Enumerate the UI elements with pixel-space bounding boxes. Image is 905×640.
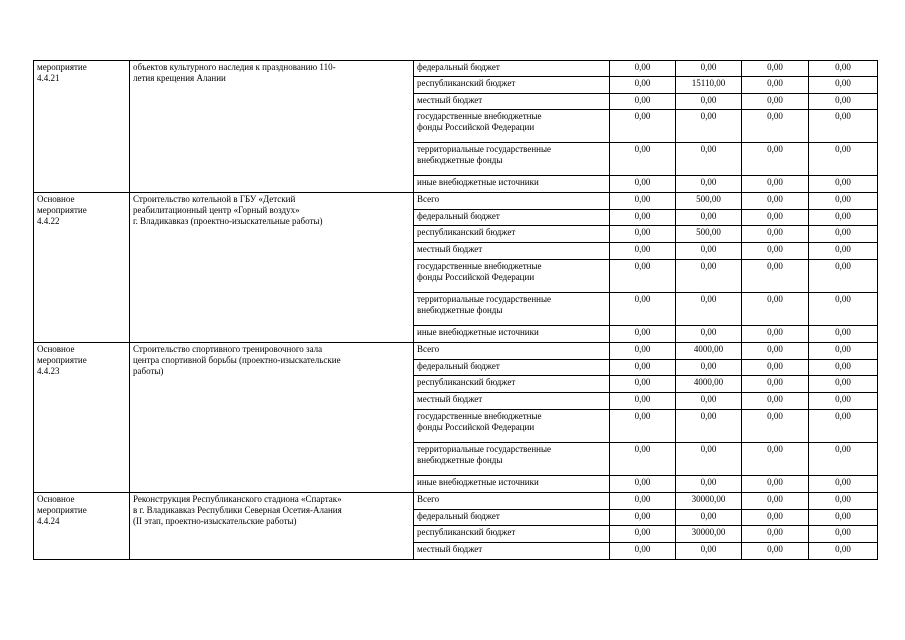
measure-code-line: мероприятие bbox=[37, 505, 87, 515]
amount-cell: 0,00 bbox=[676, 243, 742, 260]
funding-source-line: иные внебюджетные источники bbox=[417, 327, 539, 337]
amount-cell: 0,00 bbox=[809, 376, 878, 393]
measure-code-cell bbox=[34, 61, 130, 193]
funding-source-line: местный бюджет bbox=[417, 95, 483, 105]
amount-cell: 0,00 bbox=[676, 443, 742, 476]
amount-cell: 0,00 bbox=[809, 343, 878, 360]
amount-cell: 0,00 bbox=[610, 243, 676, 260]
measure-code-line: мероприятие bbox=[37, 355, 87, 365]
amount-cell: 0,00 bbox=[809, 143, 878, 176]
funding-source-cell bbox=[414, 360, 610, 376]
amount-cell: 0,00 bbox=[610, 293, 676, 326]
measure-name-line: г. Владикавказ (проектно-изыскательные работы) bbox=[133, 216, 323, 226]
funding-source-cell bbox=[414, 476, 610, 493]
amount-cell: 15110,00 bbox=[676, 77, 742, 94]
amount-cell: 0,00 bbox=[676, 210, 742, 226]
measure-code-line: 4.4.23 bbox=[37, 366, 60, 376]
amount-cell: 0,00 bbox=[610, 176, 676, 193]
amount-cell: 0,00 bbox=[610, 393, 676, 410]
measure-code-cell bbox=[34, 193, 130, 343]
amount-cell: 0,00 bbox=[676, 176, 742, 193]
amount-cell: 0,00 bbox=[610, 476, 676, 493]
amount-cell: 0,00 bbox=[809, 260, 878, 293]
funding-source-line: внебюджетные фонды bbox=[417, 455, 503, 465]
amount-cell: 0,00 bbox=[610, 510, 676, 526]
measure-code-line: 4.4.22 bbox=[37, 216, 60, 226]
amount-cell: 0,00 bbox=[610, 61, 676, 77]
amount-cell: 0,00 bbox=[809, 293, 878, 326]
amount-cell: 0,00 bbox=[809, 226, 878, 243]
amount-cell: 500,00 bbox=[676, 193, 742, 210]
amount-cell: 0,00 bbox=[742, 210, 809, 226]
amount-cell: 0,00 bbox=[610, 210, 676, 226]
amount-cell: 0,00 bbox=[610, 410, 676, 443]
amount-cell: 0,00 bbox=[742, 326, 809, 343]
measure-name-cell bbox=[130, 493, 414, 560]
funding-source-cell bbox=[414, 61, 610, 77]
measure-name-line: (II этап, проектно-изыскательские работы) bbox=[133, 516, 297, 526]
amount-cell: 0,00 bbox=[809, 476, 878, 493]
amount-cell: 0,00 bbox=[809, 210, 878, 226]
funding-source-line: иные внебюджетные источники bbox=[417, 477, 539, 487]
amount-cell: 0,00 bbox=[742, 176, 809, 193]
funding-source-line: государственные внебюджетные bbox=[417, 261, 542, 271]
amount-cell: 0,00 bbox=[742, 226, 809, 243]
amount-cell: 0,00 bbox=[809, 510, 878, 526]
measure-name-line: Строительство спортивного тренировочного зала bbox=[133, 344, 323, 354]
measure-code-line: 4.4.24 bbox=[37, 516, 60, 526]
table-row bbox=[34, 493, 878, 510]
funding-source-line: Всего bbox=[417, 494, 440, 504]
amount-cell: 0,00 bbox=[809, 110, 878, 143]
amount-cell: 0,00 bbox=[742, 193, 809, 210]
amount-cell: 0,00 bbox=[809, 94, 878, 110]
amount-cell: 0,00 bbox=[610, 343, 676, 360]
amount-cell: 0,00 bbox=[809, 543, 878, 560]
funding-source-cell bbox=[414, 210, 610, 226]
funding-source-cell bbox=[414, 393, 610, 410]
amount-cell: 0,00 bbox=[809, 176, 878, 193]
measure-code-cell bbox=[34, 493, 130, 560]
funding-source-cell bbox=[414, 110, 610, 143]
amount-cell: 0,00 bbox=[676, 61, 742, 77]
amount-cell: 0,00 bbox=[676, 293, 742, 326]
amount-cell: 0,00 bbox=[610, 226, 676, 243]
amount-cell: 0,00 bbox=[809, 360, 878, 376]
amount-cell: 0,00 bbox=[742, 476, 809, 493]
measure-code-line: 4.4.21 bbox=[37, 73, 60, 83]
funding-source-line: федеральный бюджет bbox=[417, 62, 500, 72]
amount-cell: 0,00 bbox=[742, 77, 809, 94]
funding-source-line: федеральный бюджет bbox=[417, 361, 500, 371]
funding-source-cell bbox=[414, 77, 610, 94]
funding-source-cell bbox=[414, 543, 610, 560]
amount-cell: 0,00 bbox=[610, 526, 676, 543]
funding-source-cell bbox=[414, 526, 610, 543]
funding-source-line: внебюджетные фонды bbox=[417, 305, 503, 315]
amount-cell: 0,00 bbox=[809, 326, 878, 343]
amount-cell: 0,00 bbox=[742, 493, 809, 510]
funding-source-cell bbox=[414, 193, 610, 210]
amount-cell: 0,00 bbox=[809, 61, 878, 77]
funding-source-cell bbox=[414, 94, 610, 110]
amount-cell: 0,00 bbox=[809, 526, 878, 543]
amount-cell: 500,00 bbox=[676, 226, 742, 243]
amount-cell: 0,00 bbox=[742, 260, 809, 293]
amount-cell: 0,00 bbox=[742, 143, 809, 176]
funding-source-line: Всего bbox=[417, 194, 440, 204]
amount-cell: 0,00 bbox=[676, 326, 742, 343]
table-row bbox=[34, 343, 878, 360]
amount-cell: 4000,00 bbox=[676, 376, 742, 393]
measure-name-line: работы) bbox=[133, 366, 164, 376]
funding-source-line: фонды Российской Федерации bbox=[417, 422, 535, 432]
amount-cell: 0,00 bbox=[610, 376, 676, 393]
amount-cell: 0,00 bbox=[809, 77, 878, 94]
amount-cell: 0,00 bbox=[610, 326, 676, 343]
funding-source-line: местный бюджет bbox=[417, 394, 483, 404]
funding-source-line: республиканский бюджет bbox=[417, 227, 516, 237]
amount-cell: 0,00 bbox=[610, 543, 676, 560]
funding-source-line: местный бюджет bbox=[417, 244, 483, 254]
amount-cell: 0,00 bbox=[809, 193, 878, 210]
amount-cell: 0,00 bbox=[610, 360, 676, 376]
amount-cell: 30000,00 bbox=[676, 526, 742, 543]
funding-source-line: федеральный бюджет bbox=[417, 511, 500, 521]
amount-cell: 0,00 bbox=[610, 443, 676, 476]
funding-source-line: республиканский бюджет bbox=[417, 377, 516, 387]
amount-cell: 0,00 bbox=[742, 94, 809, 110]
budget-table bbox=[33, 60, 878, 560]
funding-source-cell bbox=[414, 376, 610, 393]
amount-cell: 0,00 bbox=[742, 293, 809, 326]
funding-source-line: территориальные государственные bbox=[417, 444, 552, 454]
measure-name-line: Реконструкция Республиканского стадиона «Спартак» bbox=[133, 494, 342, 504]
funding-source-cell bbox=[414, 410, 610, 443]
measure-code-line: мероприятие bbox=[37, 205, 87, 215]
funding-source-cell bbox=[414, 343, 610, 360]
measure-code-line: Основное bbox=[37, 194, 75, 204]
amount-cell: 0,00 bbox=[610, 493, 676, 510]
amount-cell: 0,00 bbox=[676, 393, 742, 410]
amount-cell: 0,00 bbox=[610, 143, 676, 176]
funding-source-line: внебюджетные фонды bbox=[417, 155, 503, 165]
funding-source-line: иные внебюджетные источники bbox=[417, 177, 539, 187]
measure-name-cell bbox=[130, 61, 414, 193]
amount-cell: 0,00 bbox=[809, 393, 878, 410]
table-row bbox=[34, 193, 878, 210]
funding-source-cell bbox=[414, 293, 610, 326]
measure-name-cell bbox=[130, 193, 414, 343]
funding-source-line: федеральный бюджет bbox=[417, 211, 500, 221]
amount-cell: 0,00 bbox=[742, 393, 809, 410]
amount-cell: 0,00 bbox=[809, 243, 878, 260]
funding-source-line: государственные внебюджетные bbox=[417, 411, 542, 421]
amount-cell: 0,00 bbox=[742, 526, 809, 543]
measure-code-line: Основное bbox=[37, 344, 75, 354]
amount-cell: 0,00 bbox=[676, 476, 742, 493]
amount-cell: 0,00 bbox=[809, 493, 878, 510]
funding-source-line: территориальные государственные bbox=[417, 294, 552, 304]
amount-cell: 0,00 bbox=[676, 260, 742, 293]
amount-cell: 0,00 bbox=[742, 61, 809, 77]
funding-source-line: республиканский бюджет bbox=[417, 78, 516, 88]
amount-cell: 0,00 bbox=[676, 543, 742, 560]
funding-source-line: государственные внебюджетные bbox=[417, 111, 542, 121]
amount-cell: 0,00 bbox=[742, 543, 809, 560]
measure-name-line: Строительство котельной в ГБУ «Детский bbox=[133, 194, 296, 204]
amount-cell: 0,00 bbox=[676, 410, 742, 443]
amount-cell: 0,00 bbox=[676, 510, 742, 526]
funding-source-line: фонды Российской Федерации bbox=[417, 122, 535, 132]
amount-cell: 0,00 bbox=[610, 260, 676, 293]
measure-name-line: в г. Владикавказ Республики Северная Осетия-Алания bbox=[133, 505, 342, 515]
measure-name-line: реабилитационный центр «Горный воздух» bbox=[133, 205, 300, 215]
measure-code-line: Основное bbox=[37, 494, 75, 504]
amount-cell: 0,00 bbox=[742, 243, 809, 260]
funding-source-line: Всего bbox=[417, 344, 440, 354]
measure-name-line: центра спортивной борьбы (проектно-изыскательские bbox=[133, 355, 341, 365]
funding-source-line: республиканский бюджет bbox=[417, 527, 516, 537]
funding-source-line: местный бюджет bbox=[417, 544, 483, 554]
amount-cell: 0,00 bbox=[676, 143, 742, 176]
funding-source-cell bbox=[414, 326, 610, 343]
amount-cell: 0,00 bbox=[610, 94, 676, 110]
funding-source-cell bbox=[414, 243, 610, 260]
funding-source-cell bbox=[414, 493, 610, 510]
amount-cell: 0,00 bbox=[676, 94, 742, 110]
measure-name-cell bbox=[130, 343, 414, 493]
amount-cell: 0,00 bbox=[742, 443, 809, 476]
amount-cell: 0,00 bbox=[809, 443, 878, 476]
amount-cell: 0,00 bbox=[610, 193, 676, 210]
amount-cell: 0,00 bbox=[809, 410, 878, 443]
funding-source-cell bbox=[414, 443, 610, 476]
amount-cell: 30000,00 bbox=[676, 493, 742, 510]
measure-name-line: летия крещения Алании bbox=[133, 73, 226, 83]
funding-source-cell bbox=[414, 260, 610, 293]
amount-cell: 0,00 bbox=[610, 77, 676, 94]
amount-cell: 0,00 bbox=[742, 510, 809, 526]
amount-cell: 0,00 bbox=[676, 360, 742, 376]
measure-code-cell bbox=[34, 343, 130, 493]
measure-name-line: объектов культурного наследия к празднованию 110- bbox=[133, 62, 336, 72]
table-row bbox=[34, 61, 878, 77]
amount-cell: 0,00 bbox=[742, 410, 809, 443]
funding-source-line: фонды Российской Федерации bbox=[417, 272, 535, 282]
amount-cell: 0,00 bbox=[742, 343, 809, 360]
measure-code-line: мероприятие bbox=[37, 62, 87, 72]
amount-cell: 0,00 bbox=[742, 360, 809, 376]
amount-cell: 0,00 bbox=[742, 376, 809, 393]
amount-cell: 4000,00 bbox=[676, 343, 742, 360]
funding-source-cell bbox=[414, 226, 610, 243]
funding-source-cell bbox=[414, 143, 610, 176]
amount-cell: 0,00 bbox=[742, 110, 809, 143]
funding-source-cell bbox=[414, 176, 610, 193]
funding-source-line: территориальные государственные bbox=[417, 144, 552, 154]
amount-cell: 0,00 bbox=[610, 110, 676, 143]
funding-source-cell bbox=[414, 510, 610, 526]
budget-table-page bbox=[33, 60, 877, 560]
amount-cell: 0,00 bbox=[676, 110, 742, 143]
